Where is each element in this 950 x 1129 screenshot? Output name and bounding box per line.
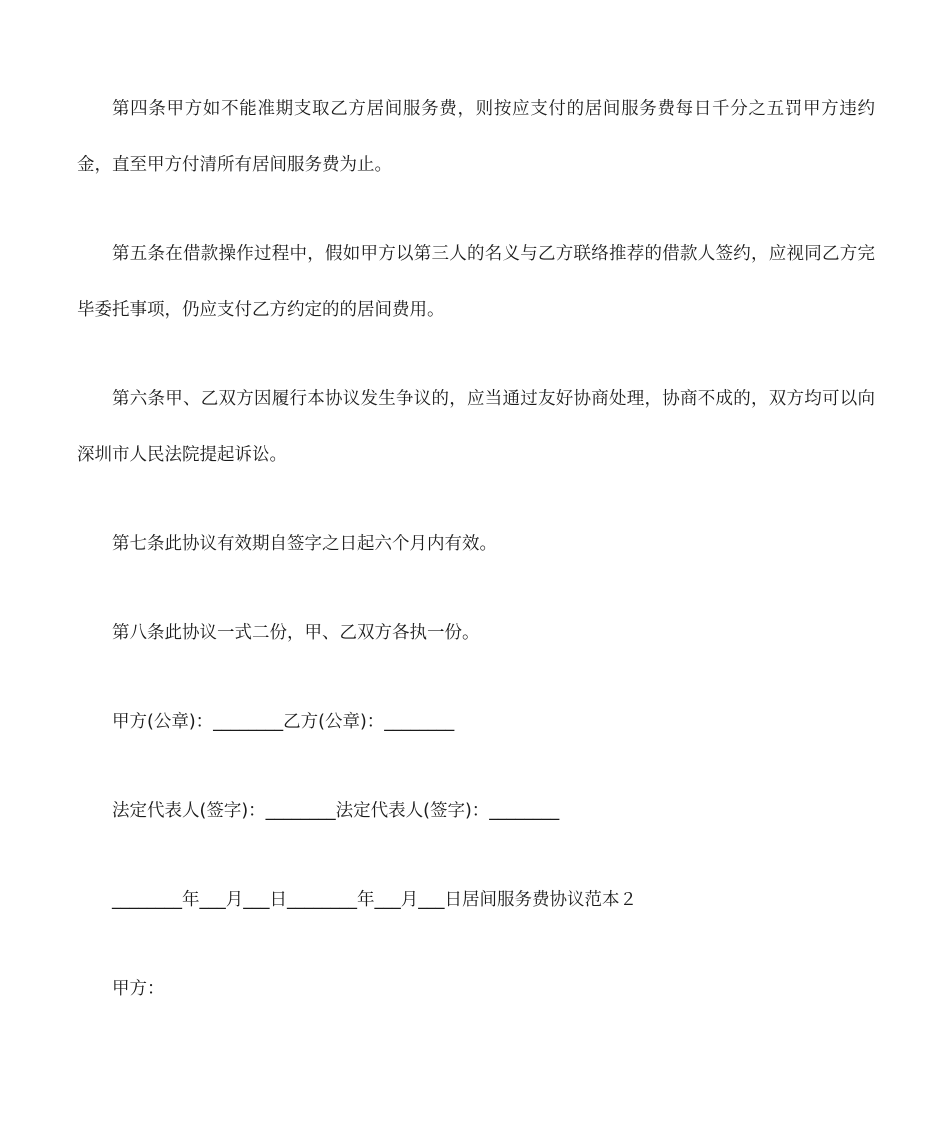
date-line: ________年___月___日________年___月___日居间服务费协议范本２ bbox=[112, 890, 637, 910]
clause-4-paragraph: 第四条甲方如不能准期支取乙方居间服务费，则按应支付的居间服务费每日千分之五罚甲方违约金，直至甲方付清所有居间服务费为止。 bbox=[77, 99, 875, 175]
clause-6-paragraph: 第六条甲、乙双方因履行本协议发生争议的，应当通过友好协商处理，协商不成的，双方均可以向深圳市人民法院提起诉讼。 bbox=[77, 389, 875, 465]
clause-5-paragraph: 第五条在借款操作过程中，假如甲方以第三人的名义与乙方联络推荐的借款人签约，应视同乙方完毕委托事项，仍应支付乙方约定的的居间费用。 bbox=[77, 244, 875, 320]
party-a-label: 甲方： bbox=[112, 979, 165, 999]
clause-8-paragraph: 第八条此协议一式二份，甲、乙双方各执一份。 bbox=[112, 623, 480, 643]
representative-signature-line: 法定代表人(签字)：________法定代表人(签字)：________ bbox=[112, 801, 560, 821]
clause-7-paragraph: 第七条此协议有效期自签字之日起六个月内有效。 bbox=[112, 534, 497, 554]
seal-signature-line: 甲方(公章)：________乙方(公章)：________ bbox=[112, 712, 455, 732]
